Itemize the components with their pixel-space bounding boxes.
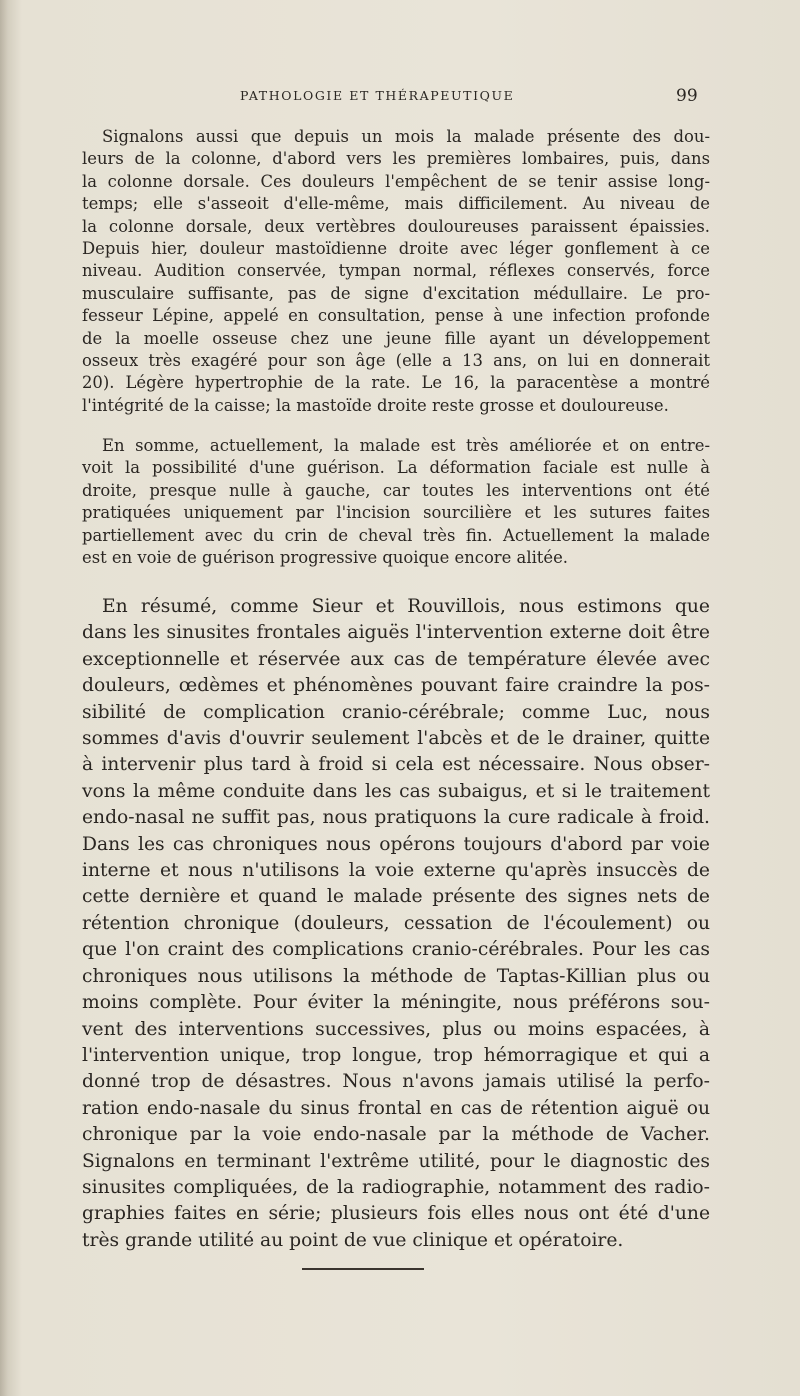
text-line: En résumé, comme Sieur et Rouvillois, nous estimons que xyxy=(102,596,710,617)
text-line: sibilité de complication cranio-cérébrale; comme Luc, nous xyxy=(82,701,710,723)
text-line: niveau. Audition conservée, tympan normal, réflexes conservés, force xyxy=(82,261,710,281)
text-line: la colonne dorsale, deux vertèbres douloureuses paraissent épaissies. xyxy=(82,216,710,236)
section-end-rule xyxy=(302,1268,424,1270)
text-line: cette dernière et quand le malade présente des signes nets de xyxy=(82,886,710,908)
text-line: musculaire suffisante, pas de signe d'excitation médullaire. Le pro- xyxy=(82,283,710,303)
text-line: très grande utilité au point de vue clinique et opératoire. xyxy=(82,1229,624,1251)
paragraph-case-report xyxy=(82,126,710,417)
text-line: ration endo-nasale du sinus frontal en cas de rétention aiguë ou xyxy=(82,1097,710,1119)
text-line: l'intervention unique, trop longue, trop hémorragique et qui a xyxy=(82,1044,710,1066)
text-line: que l'on craint des complications cranio-cérébrales. Pour les cas xyxy=(82,939,710,961)
text-line: leurs de la colonne, d'abord vers les premières lombaires, puis, dans xyxy=(82,149,710,169)
text-line: graphies faites en série; plusieurs fois elles nous ont été d'une xyxy=(82,1203,710,1225)
text-line: endo-nasal ne suffit pas, nous pratiquons la cure radicale à froid. xyxy=(82,807,710,829)
text-line: temps; elle s'asseoit d'elle-même, mais difficilement. Au niveau de xyxy=(82,194,710,214)
text-line: est en voie de guérison progressive quoique encore alitée. xyxy=(82,548,569,568)
text-line: Dans les cas chroniques nous opérons toujours d'abord par voie xyxy=(82,833,710,855)
text-line: En somme, actuellement, la malade est très améliorée et on entre- xyxy=(102,436,710,455)
text-line: sinusites compliquées, de la radiographie, notamment des radio- xyxy=(82,1176,710,1198)
text-line: vons la même conduite dans les cas subaigus, et si le traitement xyxy=(82,780,710,802)
text-line: l'intégrité de la caisse; la mastoïde droite reste grosse et douloureuse. xyxy=(82,395,669,415)
text-line: dans les sinusites frontales aiguës l'intervention externe doit être xyxy=(82,622,710,644)
text-line: droite, presque nulle à gauche, car toutes les interventions ont été xyxy=(82,480,710,500)
text-line: Signalons aussi que depuis un mois la malade présente des dou- xyxy=(102,127,710,146)
text-line: sommes d'avis d'ouvrir seulement l'abcès et de le drainer, quitte xyxy=(82,728,710,750)
text-line: Depuis hier, douleur mastoïdienne droite avec léger gonflement à ce xyxy=(82,239,710,259)
text-line: chronique par la voie endo-nasale par la méthode de Vacher. xyxy=(82,1124,710,1146)
text-line: 20). Légère hypertrophie de la rate. Le 16, la paracentèse a montré xyxy=(82,373,710,393)
text-line: partiellement avec du crin de cheval très fin. Actuellement la malade xyxy=(82,525,710,545)
page-number: 99 xyxy=(676,86,698,106)
paragraph-outcome xyxy=(82,435,710,569)
text-line: interne et nous n'utilisons la voie externe qu'après insuccès de xyxy=(82,860,710,882)
text-line: rétention chronique (douleurs, cessation de l'écoulement) ou xyxy=(82,912,710,934)
text-line: à intervenir plus tard à froid si cela est nécessaire. Nous obser- xyxy=(82,754,710,776)
text-line: Signalons en terminant l'extrême utilité, pour le diagnostic des xyxy=(82,1150,710,1172)
paragraph-summary xyxy=(82,594,710,1254)
text-line: moins complète. Pour éviter la méningite, nous préférons sou- xyxy=(82,992,710,1014)
text-line: chroniques nous utilisons la méthode de Taptas-Killian plus ou xyxy=(82,965,710,987)
text-line: la colonne dorsale. Ces douleurs l'empêchent de se tenir assise long- xyxy=(82,171,710,191)
text-line: exceptionnelle et réservée aux cas de température élevée avec xyxy=(82,648,710,670)
text-line: donné trop de désastres. Nous n'avons jamais utilisé la perfo- xyxy=(82,1071,710,1093)
text-line: pratiquées uniquement par l'incision sourcilière et les sutures faites xyxy=(82,503,710,523)
text-line: douleurs, œdèmes et phénomènes pouvant faire craindre la pos- xyxy=(82,675,710,697)
running-header: PATHOLOGIE ET THÉRAPEUTIQUE xyxy=(240,88,515,103)
text-line: de la moelle osseuse chez une jeune fille ayant un développement xyxy=(82,328,710,348)
text-line: voit la possibilité d'une guérison. La déformation faciale est nulle à xyxy=(82,458,710,478)
text-line: osseux très exagéré pour son âge (elle a 13 ans, on lui en donnerait xyxy=(82,351,710,371)
text-line: vent des interventions successives, plus ou moins espacées, à xyxy=(82,1018,710,1040)
text-line: fesseur Lépine, appelé en consultation, pense à une infection profonde xyxy=(82,306,710,326)
